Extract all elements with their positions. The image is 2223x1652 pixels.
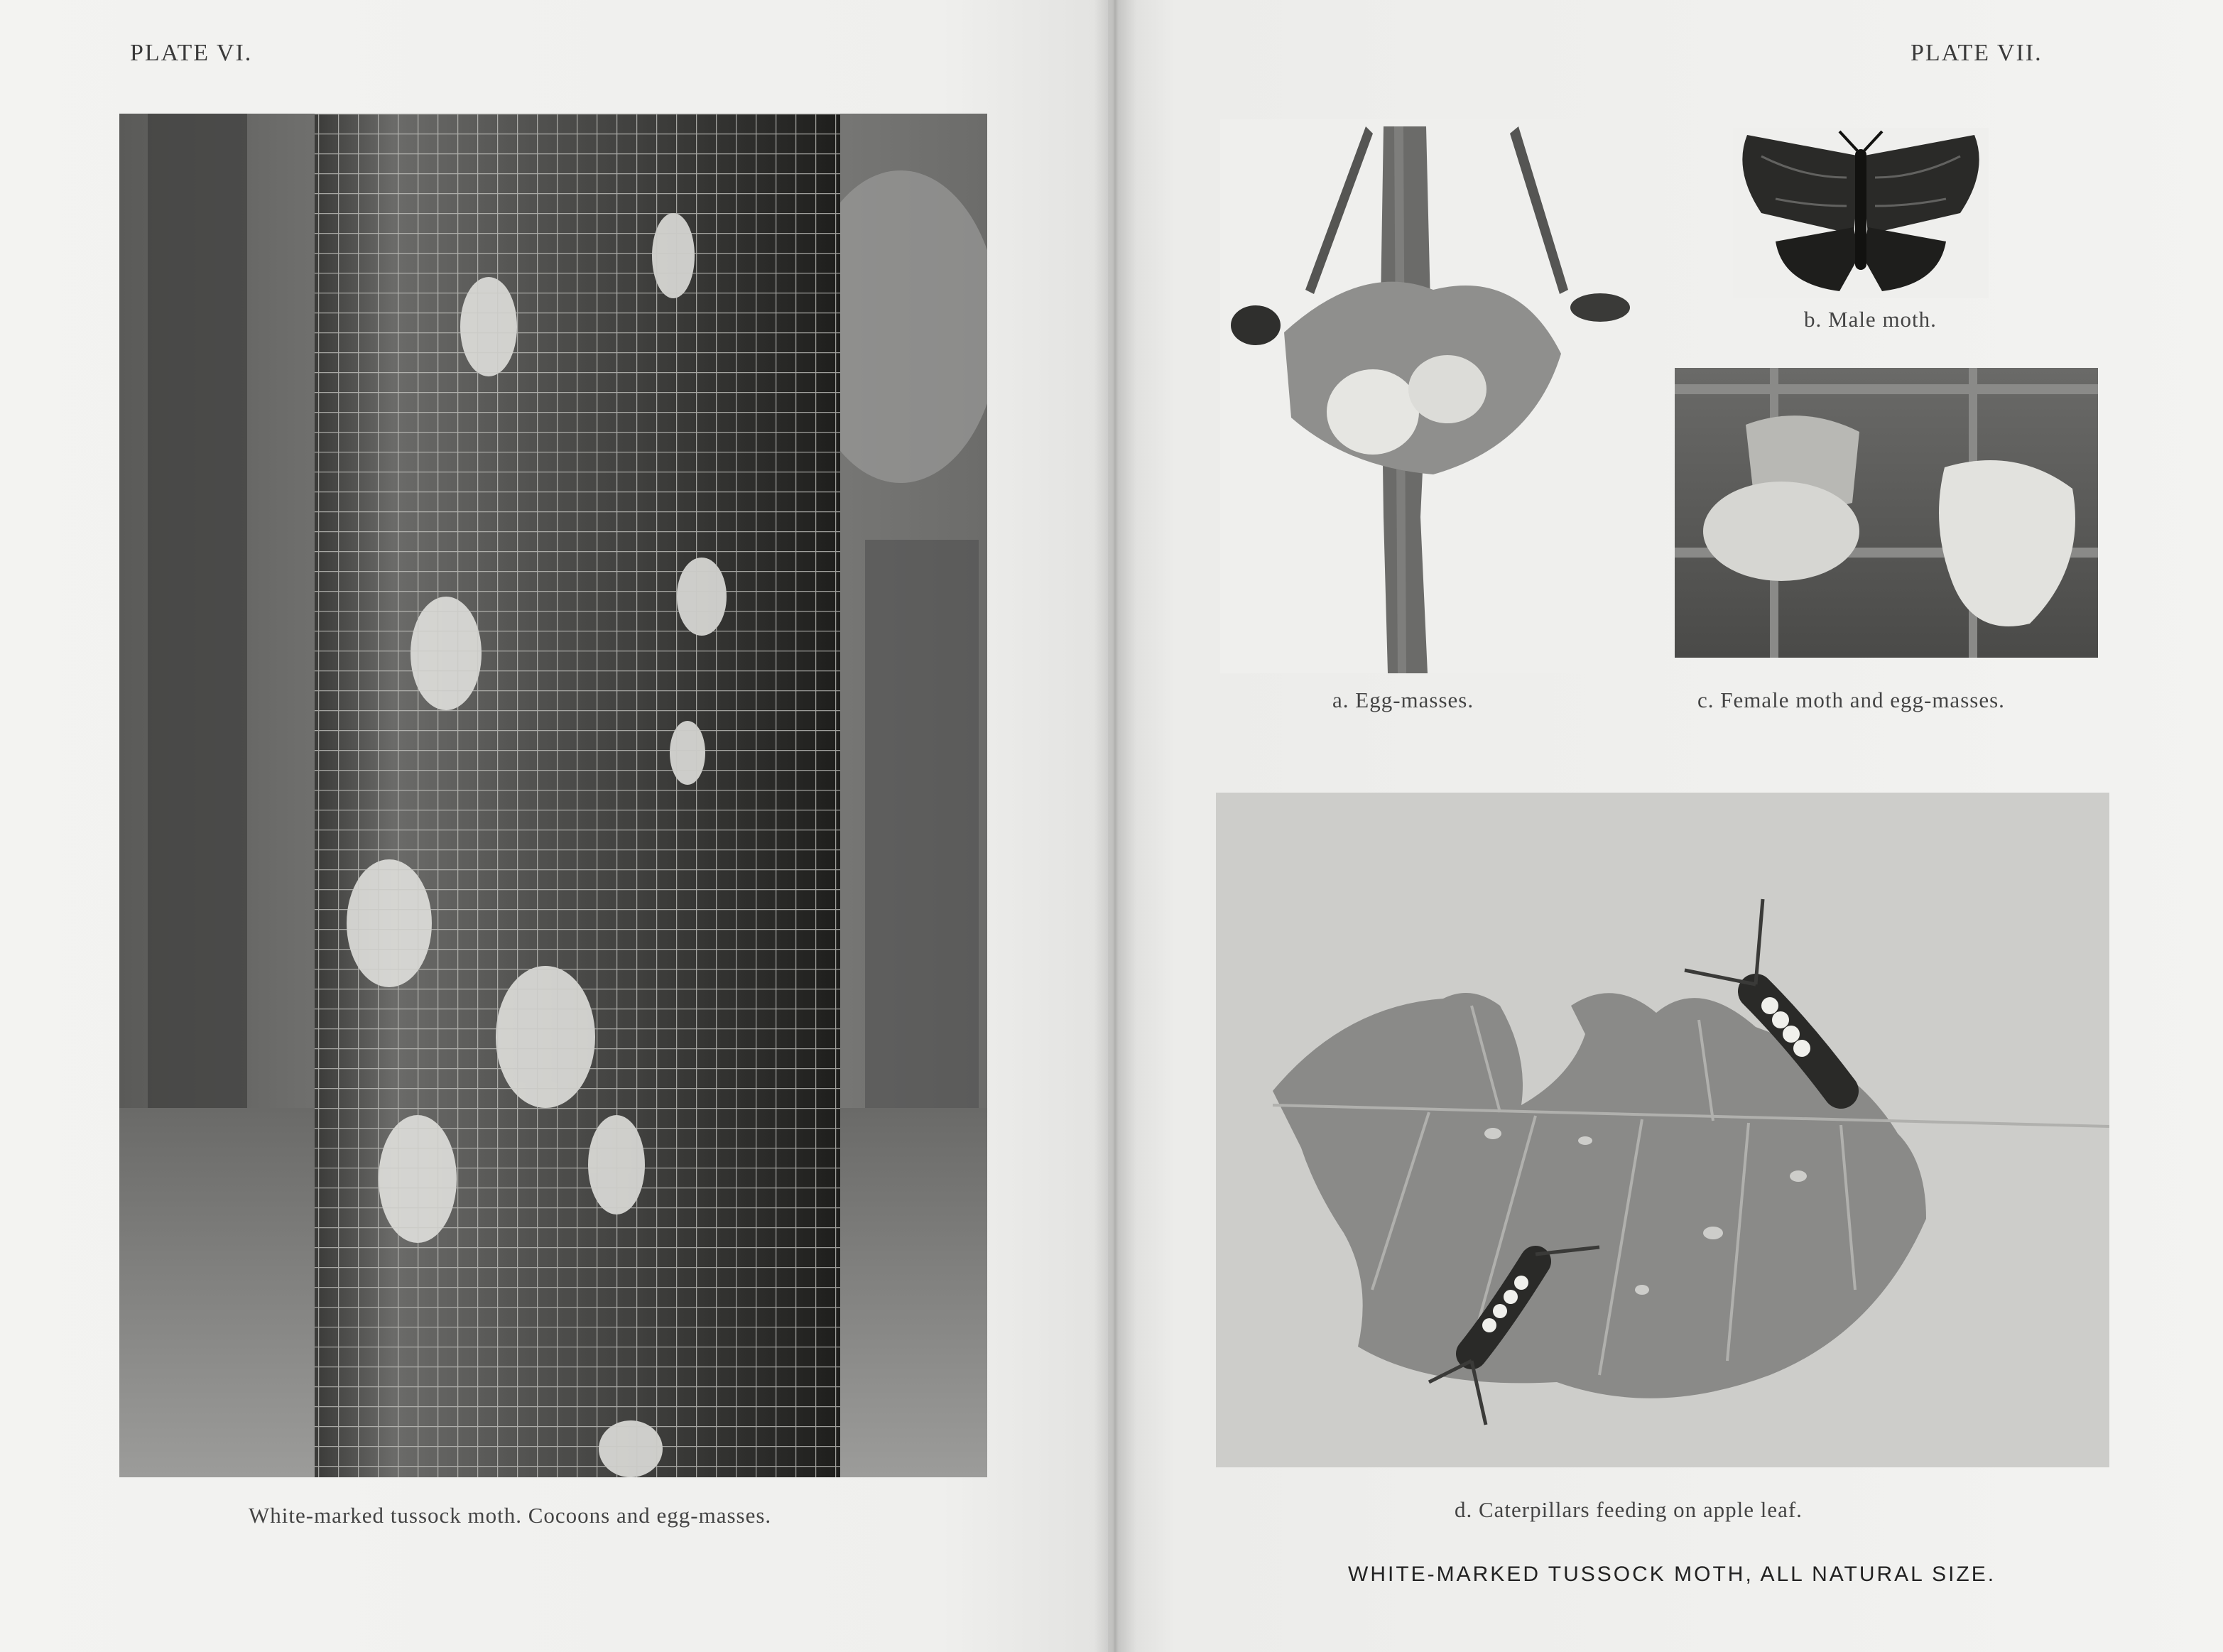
plate-vii-label: PLATE VII. xyxy=(1911,40,2043,66)
fig-a-caption: a. Egg-masses. xyxy=(1332,688,1474,712)
fig-b-caption: b. Male moth. xyxy=(1804,307,1937,332)
caterpillar-leaf-photo xyxy=(1216,793,2109,1467)
book-gutter xyxy=(1094,0,1136,1652)
male-moth-photo xyxy=(1733,128,1989,298)
fig-d-caption: d. Caterpillars feeding on apple leaf. xyxy=(1455,1497,1803,1522)
plate-vii-title: WHITE-MARKED TUSSOCK MOTH, ALL NATURAL SIZE. xyxy=(1348,1563,1996,1586)
plate-vi-caption: White-marked tussock moth. Cocoons and egg-masses. xyxy=(249,1503,772,1528)
fig-c-caption: c. Female moth and egg-masses. xyxy=(1697,688,2005,712)
egg-masses-photo xyxy=(1220,119,1635,673)
female-moth-photo xyxy=(1675,368,2098,658)
tree-trunk-photo xyxy=(119,114,987,1477)
plate-vi-label: PLATE VI. xyxy=(130,40,253,66)
